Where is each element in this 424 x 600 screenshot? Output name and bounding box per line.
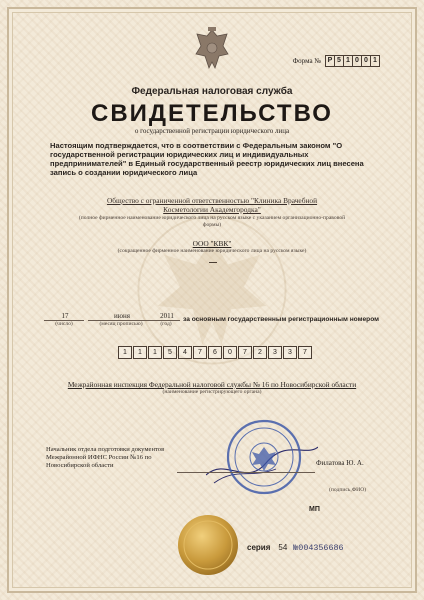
ogrn-digit: 1 — [118, 346, 132, 359]
series-code: 54 — [278, 543, 288, 552]
signature-line — [177, 472, 315, 473]
form-digit: 5 — [334, 56, 343, 66]
certification-statement: Настоящим подтверждается, что в соответствии с Федеральным законом "О государственной регистрации юридических лиц и индивидуальных предпринимателей" в Единый государственный реестр юридических лиц внесена запись о создании юридического лица — [50, 141, 364, 177]
ogrn-digit: 7 — [238, 346, 252, 359]
signer-position: Начальник отдела подготовки документов Межрайонной ИФНС России №16 по Новосибирской области — [46, 446, 165, 469]
ogrn-boxes — [118, 346, 313, 359]
ogrn-digit: 5 — [163, 346, 177, 359]
company-short-name: ООО "КВК" — [192, 239, 232, 248]
document-title: СВИДЕТЕЛЬСТВО — [91, 100, 333, 127]
registering-authority — [0, 380, 424, 389]
form-digit: 1 — [343, 56, 352, 66]
company-full-name — [92, 196, 332, 214]
ogrn-digit: 3 — [268, 346, 282, 359]
seal-place-label: МП — [309, 506, 320, 513]
date-day: 17 — [61, 312, 69, 320]
ogrn-digit: 1 — [148, 346, 162, 359]
ogrn-digit: 0 — [223, 346, 237, 359]
signer-name: Филатова Ю. А. — [316, 459, 364, 467]
ogrn-digit: 4 — [178, 346, 192, 359]
date-year: 2011 — [160, 312, 174, 320]
day-caption: (число) — [55, 321, 73, 327]
ogrn-digit: 2 — [253, 346, 267, 359]
ogrn-digit: 7 — [193, 346, 207, 359]
company-full-name-caption: (полное фирменное наименование юридического лица на русском языке с указанием организационно-правовой формы) — [78, 215, 346, 228]
series-number: №004356686 — [293, 543, 344, 553]
ogrn-digit: 1 — [133, 346, 147, 359]
form-number — [293, 55, 380, 67]
document-series — [247, 543, 344, 553]
year-caption: (год) — [160, 321, 172, 327]
form-number-boxes — [325, 55, 380, 67]
registering-authority-name: Межрайонная инспекция Федеральной налоговой службы № 16 по Новосибирской области — [67, 380, 357, 389]
registering-authority-caption: (наименование регистрирующего органа) — [162, 389, 262, 395]
ogrn-intro: за основным государственным регистрационным номером — [183, 316, 380, 323]
issuing-service: Федеральная налоговая служба — [131, 86, 293, 97]
form-digit: 0 — [352, 56, 361, 66]
coat-of-arms-icon — [193, 26, 231, 72]
official-seal-icon — [206, 417, 318, 497]
date-month: июня — [114, 312, 130, 320]
form-number-label: Форма № — [292, 57, 321, 65]
ogrn-digit: 6 — [208, 346, 222, 359]
ogrn-digit: 7 — [298, 346, 312, 359]
registration-date-row — [0, 312, 424, 332]
form-digit: 1 — [370, 56, 379, 66]
company-full-name-text: Общество с ограниченной ответственностью "Клиника Врачебной Косметологии Академгородка" — [106, 196, 318, 214]
signature-caption: (подпись,ФИО) — [329, 487, 367, 493]
ogrn-digit: 3 — [283, 346, 297, 359]
company-short-name-caption: (сокращенное фирменное наименование юридического лица на русском языке) — [117, 248, 307, 254]
month-caption: (месяц прописью) — [99, 321, 143, 327]
form-digit: Р — [327, 57, 333, 64]
gold-hologram-seal-icon — [176, 513, 240, 577]
form-digit: 0 — [361, 56, 370, 66]
series-label: серия — [247, 543, 271, 552]
separator-dash — [209, 262, 217, 263]
document-subtitle: о государственной регистрации юридического лица — [134, 127, 290, 135]
